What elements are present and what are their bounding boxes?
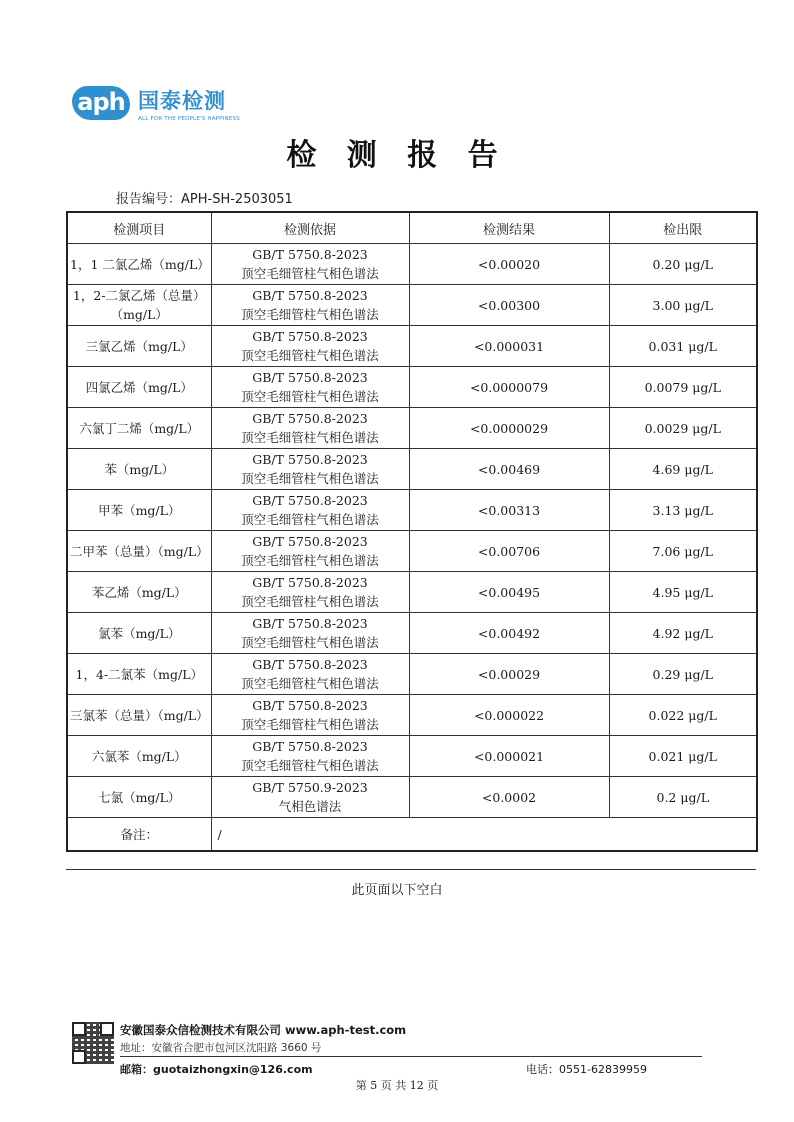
- cell-standard: [211, 367, 409, 408]
- cell-item: 二甲苯（总量）（mg/L）: [67, 531, 211, 572]
- company-logo: [72, 84, 240, 124]
- standard-method: 顶空毛细管柱气相色谱法: [241, 389, 379, 404]
- standard-method: 顶空毛细管柱气相色谱法: [241, 307, 379, 322]
- footer-company: 安徽国泰众信检测技术有限公司 www.aph-test.com: [120, 1023, 407, 1037]
- cell-item: 1，1 二氯乙烯（mg/L）: [67, 244, 211, 285]
- standard-code: GB/T 5750.8-2023: [252, 698, 368, 713]
- cell-limit: 0.022 μg/L: [609, 695, 757, 736]
- cell-limit: 0.29 μg/L: [609, 654, 757, 695]
- table-row: [67, 367, 757, 408]
- cell-standard: [211, 695, 409, 736]
- cell-standard: [211, 654, 409, 695]
- cell-limit: 0.0079 μg/L: [609, 367, 757, 408]
- cell-standard: [211, 244, 409, 285]
- cell-item: 1，2-二氯乙烯（总量）（mg/L）: [67, 285, 211, 326]
- standard-method: 顶空毛细管柱气相色谱法: [241, 594, 379, 609]
- standard-code: GB/T 5750.8-2023: [252, 370, 368, 385]
- header-result: 检测结果: [409, 212, 609, 244]
- cell-item: 苯（mg/L）: [67, 449, 211, 490]
- table-row: [67, 654, 757, 695]
- standard-method: 顶空毛细管柱气相色谱法: [241, 512, 379, 527]
- cell-result: <0.00020: [409, 244, 609, 285]
- cell-result: <0.0002: [409, 777, 609, 818]
- standard-method: 顶空毛细管柱气相色谱法: [241, 635, 379, 650]
- table-row: [67, 695, 757, 736]
- remark-row: [67, 818, 757, 852]
- cell-standard: [211, 285, 409, 326]
- standard-code: GB/T 5750.9-2023: [252, 780, 368, 795]
- logo-mark-text: aph: [77, 88, 125, 116]
- cell-limit: 0.2 μg/L: [609, 777, 757, 818]
- table-row: [67, 572, 757, 613]
- cell-result: <0.00706: [409, 531, 609, 572]
- cell-limit: 0.0029 μg/L: [609, 408, 757, 449]
- standard-code: GB/T 5750.8-2023: [252, 534, 368, 549]
- cell-standard: [211, 613, 409, 654]
- standard-code: GB/T 5750.8-2023: [252, 616, 368, 631]
- footer-address: 地址：安徽省合肥市包河区沈阳路 3660 号: [120, 1042, 322, 1054]
- report-number: 报告编号：APH-SH-2503051: [116, 192, 293, 207]
- standard-method: 顶空毛细管柱气相色谱法: [241, 471, 379, 486]
- cell-standard: [211, 777, 409, 818]
- standard-method: 气相色谱法: [278, 799, 342, 814]
- cell-result: <0.00495: [409, 572, 609, 613]
- cell-standard: [211, 408, 409, 449]
- cell-standard: [211, 736, 409, 777]
- cell-limit: 7.06 μg/L: [609, 531, 757, 572]
- cell-limit: 3.13 μg/L: [609, 490, 757, 531]
- cell-result: <0.0000029: [409, 408, 609, 449]
- cell-result: <0.00029: [409, 654, 609, 695]
- cell-result: <0.00313: [409, 490, 609, 531]
- cell-standard: [211, 326, 409, 367]
- cell-standard: [211, 531, 409, 572]
- table-row: [67, 326, 757, 367]
- cell-result: <0.000022: [409, 695, 609, 736]
- table-row: [67, 490, 757, 531]
- cell-limit: 0.021 μg/L: [609, 736, 757, 777]
- cell-item: 苯乙烯（mg/L）: [67, 572, 211, 613]
- standard-code: GB/T 5750.8-2023: [252, 411, 368, 426]
- standard-code: GB/T 5750.8-2023: [252, 493, 368, 508]
- table-row: [67, 531, 757, 572]
- table-row: [67, 285, 757, 326]
- standard-code: GB/T 5750.8-2023: [252, 452, 368, 467]
- footer-divider: [120, 1056, 702, 1057]
- cell-limit: 4.95 μg/L: [609, 572, 757, 613]
- cell-result: <0.0000079: [409, 367, 609, 408]
- standard-code: GB/T 5750.8-2023: [252, 288, 368, 303]
- cell-limit: 0.20 μg/L: [609, 244, 757, 285]
- cell-result: <0.00492: [409, 613, 609, 654]
- footer-phone: 电话：0551-62839959: [526, 1063, 647, 1076]
- aph-logo-mark: [72, 84, 132, 124]
- divider: [66, 869, 756, 870]
- table-row: [67, 408, 757, 449]
- standard-method: 顶空毛细管柱气相色谱法: [241, 430, 379, 445]
- table-row: [67, 777, 757, 818]
- cell-item: 三氯乙烯（mg/L）: [67, 326, 211, 367]
- cell-result: <0.00300: [409, 285, 609, 326]
- remark-label: 备注：: [67, 818, 211, 852]
- cell-standard: [211, 449, 409, 490]
- cell-item: 1，4-二氯苯（mg/L）: [67, 654, 211, 695]
- table-row: [67, 613, 757, 654]
- standard-method: 顶空毛细管柱气相色谱法: [241, 758, 379, 773]
- header-limit: 检出限: [609, 212, 757, 244]
- results-table: [66, 211, 758, 852]
- cell-item: 六氯苯（mg/L）: [67, 736, 211, 777]
- cell-item: 甲苯（mg/L）: [67, 490, 211, 531]
- cell-result: <0.00469: [409, 449, 609, 490]
- table-row: [67, 736, 757, 777]
- page-title: 检 测 报 告: [286, 138, 508, 173]
- cell-result: <0.000021: [409, 736, 609, 777]
- header-item: 检测项目: [67, 212, 211, 244]
- standard-code: GB/T 5750.8-2023: [252, 739, 368, 754]
- header-standard: 检测依据: [211, 212, 409, 244]
- cell-item: 三氯苯（总量）（mg/L）: [67, 695, 211, 736]
- logo-tagline: ALL FOR THE PEOPLE'S HAPPINESS: [138, 116, 240, 122]
- standard-method: 顶空毛细管柱气相色谱法: [241, 553, 379, 568]
- cell-standard: [211, 572, 409, 613]
- standard-code: GB/T 5750.8-2023: [252, 329, 368, 344]
- cell-limit: 0.031 μg/L: [609, 326, 757, 367]
- table-row: [67, 244, 757, 285]
- cell-limit: 3.00 μg/L: [609, 285, 757, 326]
- standard-method: 顶空毛细管柱气相色谱法: [241, 717, 379, 732]
- standard-code: GB/T 5750.8-2023: [252, 247, 368, 262]
- page-number: 第 5 页 共 12 页: [355, 1079, 439, 1092]
- footer-email: 邮箱：guotaizhongxin@126.com: [120, 1063, 313, 1076]
- standard-method: 顶空毛细管柱气相色谱法: [241, 348, 379, 363]
- standard-method: 顶空毛细管柱气相色谱法: [241, 676, 379, 691]
- cell-standard: [211, 490, 409, 531]
- cell-item: 氯苯（mg/L）: [67, 613, 211, 654]
- cell-result: <0.000031: [409, 326, 609, 367]
- standard-method: 顶空毛细管柱气相色谱法: [241, 266, 379, 281]
- standard-code: GB/T 5750.8-2023: [252, 575, 368, 590]
- standard-code: GB/T 5750.8-2023: [252, 657, 368, 672]
- cell-item: 四氯乙烯（mg/L）: [67, 367, 211, 408]
- cell-limit: 4.69 μg/L: [609, 449, 757, 490]
- cell-item: 七氯（mg/L）: [67, 777, 211, 818]
- blank-page-note: 此页面以下空白: [351, 883, 443, 898]
- remark-value: /: [211, 818, 757, 852]
- logo-name-cn: 国泰检测: [138, 89, 226, 113]
- table-row: [67, 449, 757, 490]
- cell-limit: 4.92 μg/L: [609, 613, 757, 654]
- qr-code-icon: [72, 1022, 114, 1064]
- cell-item: 六氯丁二烯（mg/L）: [67, 408, 211, 449]
- table-header-row: [67, 212, 757, 244]
